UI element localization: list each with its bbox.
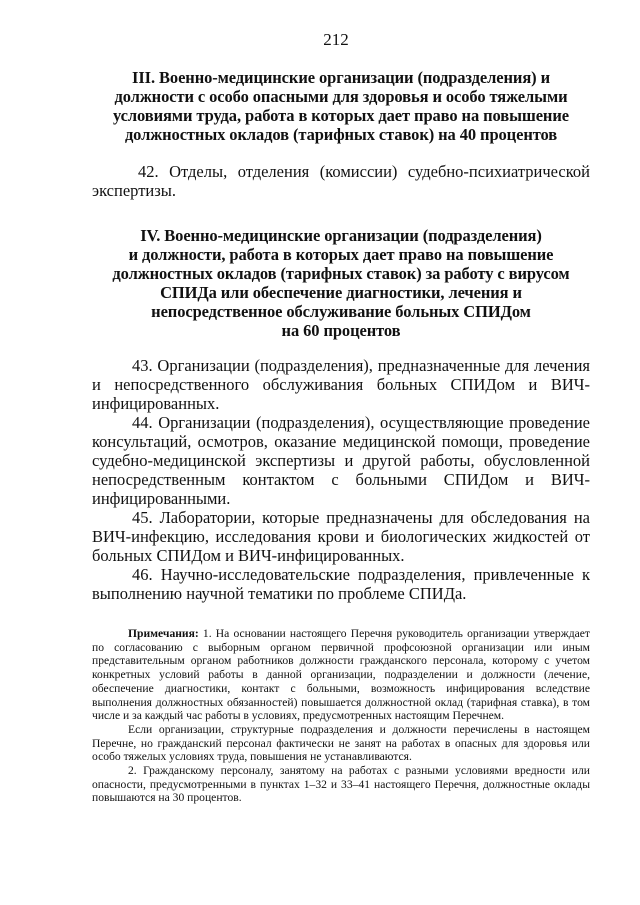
item-43: 43. Организации (подразделения), предназначенные для лечения и непосредственного обслуживания больных СПИДом и ВИЧ-инфицированных. — [92, 356, 590, 413]
page-number: 212 — [323, 30, 349, 49]
section-4-title-line: должностных окладов (тарифных ставок) за работу с вирусом — [112, 264, 570, 283]
section-4-title-line: IV. Военно-медицинские организации (подразделения) — [140, 226, 542, 245]
section-3-title-line: III. Военно-медицинские организации (подразделения) и — [132, 68, 550, 87]
section-3-title-line: условиями труда, работа в которых дает право на повышение — [113, 106, 569, 125]
section-4-title-line: и должности, работа в которых дает право на повышение — [128, 245, 554, 264]
section-4-title — [92, 226, 590, 340]
note-2: 2. Гражданскому персоналу, занятому на работах с разными условиями вредности или опасности, предусмотренными в пунктах 1–32 и 33–41 настоящего Перечня, должностные оклады повышаются на 30 процентов. — [92, 764, 590, 805]
item-42: 42. Отделы, отделения (комиссии) судебно-психиатрической экспертизы. — [92, 162, 590, 200]
section-4-title-line: на 60 процентов — [281, 321, 401, 340]
section-4-title-line: СПИДа или обеспечение диагностики, лечения и — [160, 283, 522, 302]
note-1 — [92, 627, 590, 723]
section-3-title — [92, 68, 590, 144]
notes-block — [92, 627, 590, 805]
section-4-title-line: непосредственное обслуживание больных СПИДом — [151, 302, 531, 321]
note-1-text: 1. На основании настоящего Перечня руководитель организации утверждает по согласованию с выборным органом первичной профсоюзной организации или иным представительным органом работников должности гражданского персонала, которому с учетом конкретных условий работы в данной организации, подразделении и должности (лечение, обеспечение диагностики, контакт с больными, возможность инфицирования вследствие выполнения должностных обязанностей) повышается должностной оклад (тарифная ставка), в том числе и за каждый час работы в условиях, предусмотренных настоящим Перечнем. — [92, 627, 591, 723]
item-46: 46. Научно-исследовательские подразделения, привлеченные к выполнению научной тематики по проблеме СПИДа. — [92, 565, 590, 603]
item-44: 44. Организации (подразделения), осуществляющие проведение консультаций, осмотров, оказание медицинской помощи, проведение судебно-медицинской экспертизы и другой работы, обусловленной непосредственным контактом с больными СПИДом и ВИЧ-инфицированными. — [92, 413, 590, 508]
notes-label: Примечания: — [128, 627, 199, 640]
item-45: 45. Лаборатории, которые предназначены для обследования на ВИЧ-инфекцию, исследования крови и биологических жидкостей от больных СПИДом и ВИЧ-инфицированных. — [92, 508, 590, 565]
section-3-title-line: должности с особо опасными для здоровья и особо тяжелыми — [114, 87, 568, 106]
note-1-continuation: Если организации, структурные подразделения и должности перечислены в настоящем Перечне, но гражданский персонал фактически не занят на работах в опасных для здоровья или особо тяжелых условиях труда, повышения не устанавливаются. — [92, 722, 590, 764]
section-3-title-line: должностных окладов (тарифных ставок) на 40 процентов — [124, 125, 558, 144]
